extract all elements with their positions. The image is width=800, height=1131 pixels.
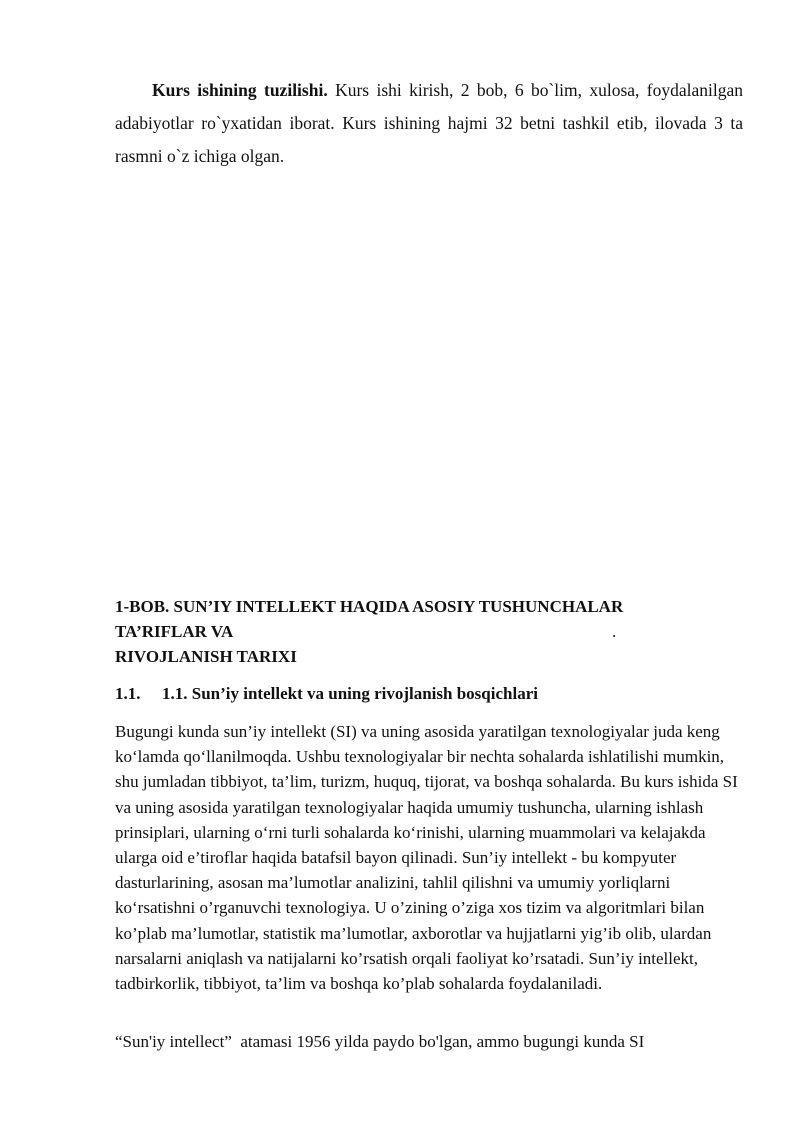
chapter-title: [115, 594, 743, 669]
structure-text: Kurs ishi kirish, 2 bob, 6 bo`lim, xulosa, foydalanilgan adabiyotlar ro`yxatidan iborat. Kurs ishining hajmi 32 betni tashkil etib, ilovada 3 ta rasmni o`z ichiga olgan.: [115, 80, 743, 166]
section-title: 1.1. Sun’iy intellekt va uning rivojlanish bosqichlari: [162, 684, 538, 703]
body-paragraph-1: Bugungi kunda sun’iy intellekt (SI) va uning asosida yaratilgan texnologiyalar juda keng ko‘lamda qo‘llanilmoqda. Ushbu texnologiyalar bir nechta sohalarda ishlatilishi mumkin, shu jumladan tibbiyot, ta’lim, turizm, huquq, tijorat, va boshqa sohalarda. Bu kurs ishida SI va uning asosida yaratilgan texnologiyalar haqida umumiy tushuncha, ularning ishlash prinsiplari, ularning o‘rni turli sohalarda ko‘rinishi, ularning muammolari va kelajakda ularga oid e’tiroflar haqida batafsil bayon qilinadi. Sun’iy intellekt - bu kompyuter dasturlarining, asosan ma’lumotlar analizini, tahlil qilishni va umumiy yorliqlarni ko‘rsatishni o’rganuvchi texnologiya. U o’zining o’ziga xos tizim va algoritmlari bilan ko’plab ma’lumotlar, statistik ma’lumotlar, axborotlar va hujjatlarni yig’ib olib, ulardan narsalarni aniqlash va natijalarni ko’rsatish orqali faoliyat ko’rsatadi. Sun’iy intellekt, tadbirkorlik, tibbiyot, ta’lim va boshqa ko’plab sohalarda foydalaniladi.: [115, 722, 738, 994]
section-heading: [115, 681, 743, 706]
chapter-title-line-3: RIVOJLANISH TARIXI: [115, 647, 297, 666]
body-paragraph-2: “Sun'iy intellect” atamasi 1956 yilda paydo bo'lgan, ammo bugungi kunda SI: [115, 1032, 645, 1051]
chapter-title-mark: .: [612, 622, 617, 641]
chapter-title-line-2: TA’RIFLAR VA: [115, 622, 234, 641]
chapter-title-line-1: 1-BOB. SUN’IY INTELLEKT HAQIDA ASOSIY TUSHUNCHALAR: [115, 597, 624, 616]
structure-paragraph: [115, 74, 743, 173]
section-number: 1.1.: [115, 684, 141, 703]
structure-heading: Kurs ishining tuzilishi.: [152, 80, 328, 100]
